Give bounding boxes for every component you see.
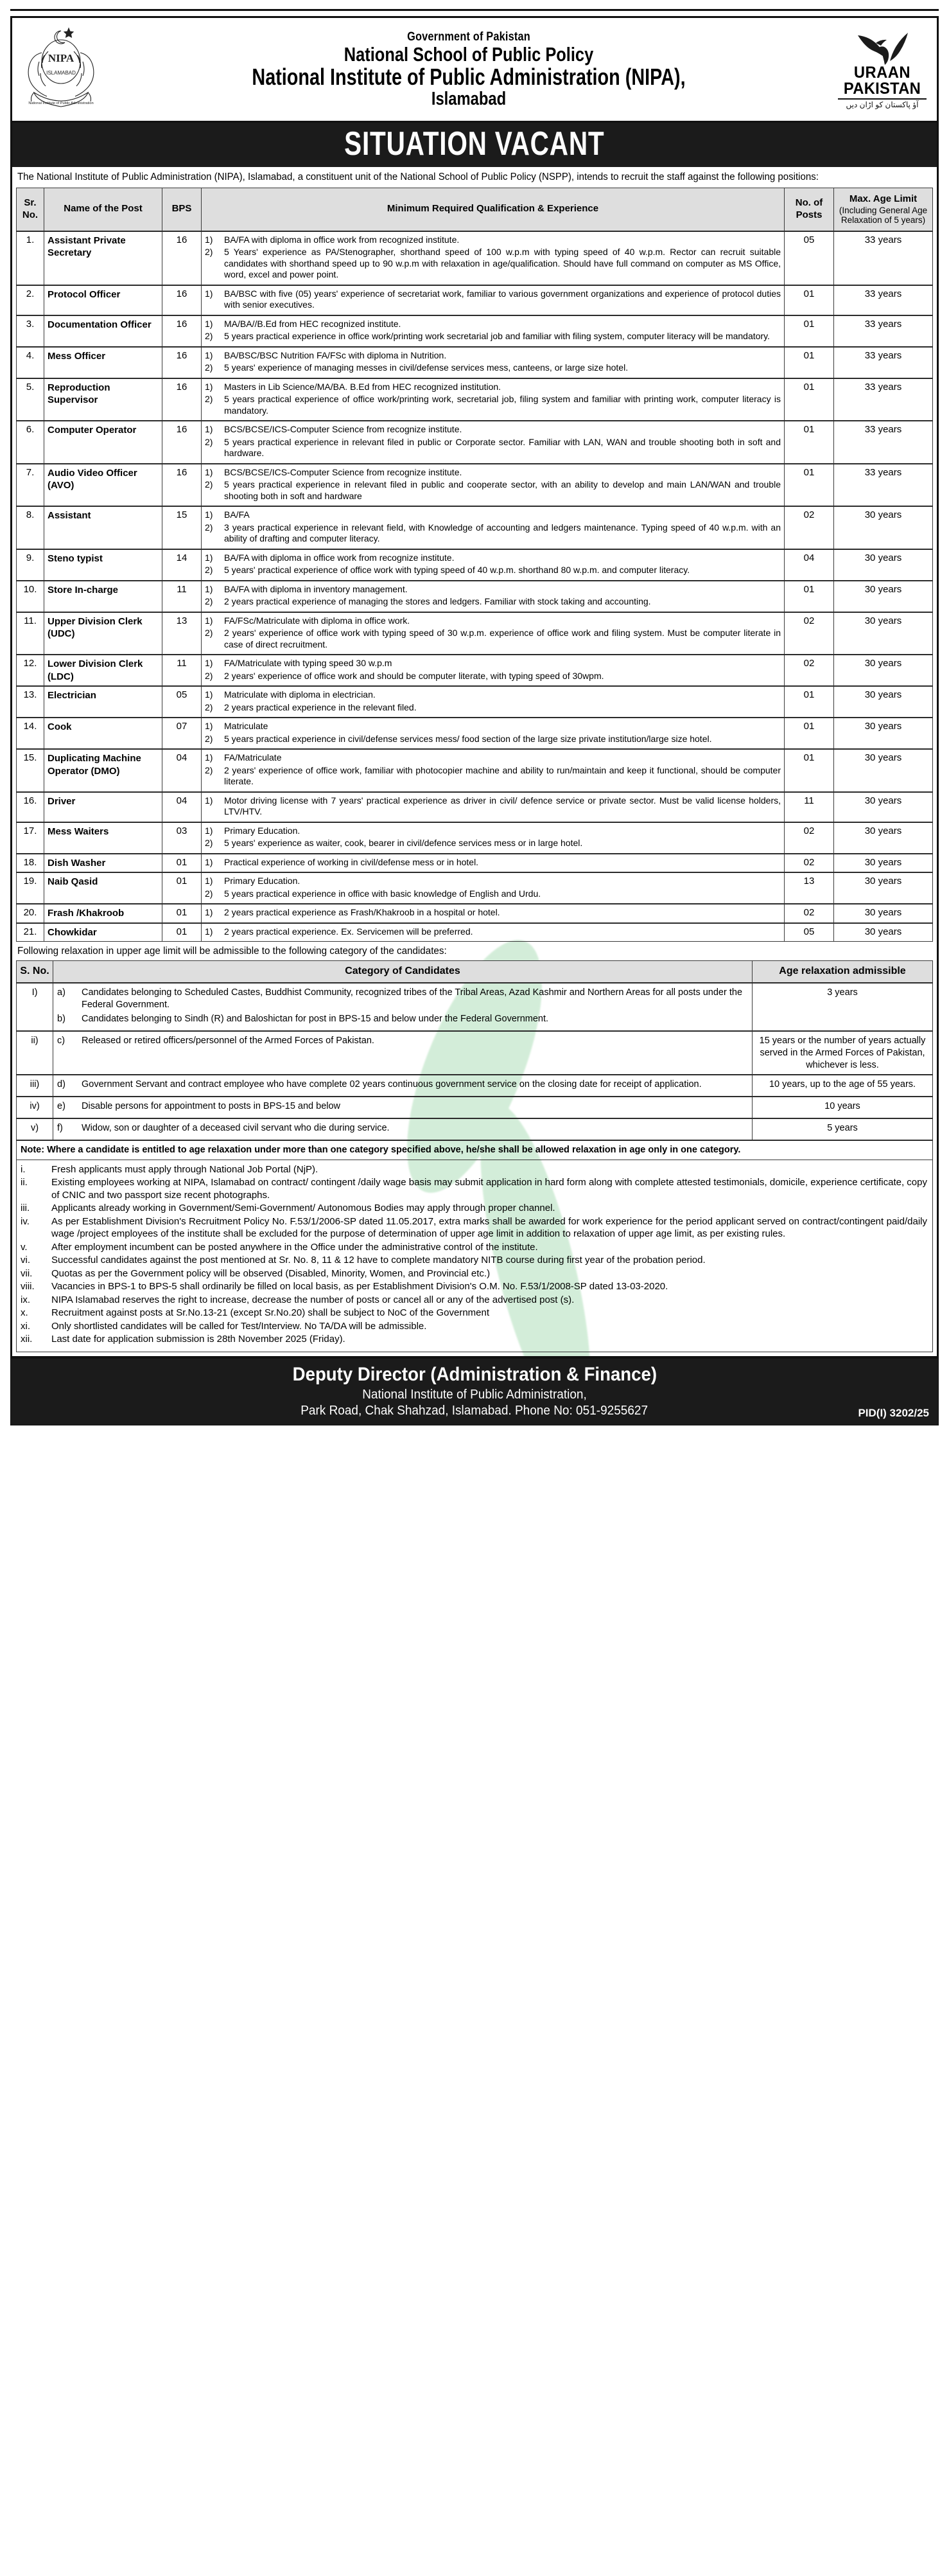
- col-bps: BPS: [162, 188, 202, 231]
- cell-qualification: [202, 581, 785, 612]
- cell-bps: 01: [162, 904, 202, 923]
- cell-qualification: [202, 347, 785, 378]
- cell-bps: 16: [162, 231, 202, 285]
- cell-no-of-posts: 04: [785, 549, 834, 581]
- table-row: [17, 686, 933, 718]
- table-row: [17, 904, 933, 923]
- cell-no-of-posts: 02: [785, 506, 834, 549]
- cell-bps: 03: [162, 822, 202, 854]
- qualification-item: 1) BA/BSC/BSC Nutrition FA/FSc with diploma in Nutrition.: [205, 349, 447, 360]
- eagle-icon: [834, 31, 930, 65]
- cell-post-name: Reproduction Supervisor: [44, 378, 162, 421]
- cell-bps: 16: [162, 347, 202, 378]
- condition-item: ii. Existing employees working at NIPA, Islamabad on contract/ contingent /daily wage basis may submit application in hard form along with complete attested testimonials, domicile, experience certificate, copy of CNIC and two passport size recent photographs.: [21, 1177, 927, 1201]
- condition-item: x. Recruitment against posts at Sr.No.13-21 (except Sr.No.20) shall be subject to NoC of the Government: [21, 1307, 490, 1319]
- cell-max-age: 33 years: [834, 347, 933, 378]
- cell-qualification: [202, 792, 785, 822]
- relax-category-item: c) Released or retired officers/personnel of the Armed Forces of Pakistan.: [57, 1035, 374, 1046]
- cell-max-age: 30 years: [834, 923, 933, 942]
- cell-max-age: 33 years: [834, 464, 933, 507]
- col-relax-sno: S. No.: [17, 961, 53, 983]
- qualification-item: 1) Practical experience of working in civil/defense mess or in hotel.: [205, 856, 479, 867]
- qualification-item: 1) BA/FA with diploma in office work from recognized institute.: [205, 234, 460, 245]
- cell-bps: 07: [162, 718, 202, 749]
- qualification-item: 1) Masters in Lib Science/MA/BA. B.Ed from HEC recognized institution.: [205, 381, 501, 392]
- cell-max-age: 30 years: [834, 506, 933, 549]
- cell-bps: 16: [162, 464, 202, 507]
- cell-qualification: [202, 686, 785, 718]
- cell-sr-no: 21.: [17, 923, 44, 942]
- condition-item: vi. Successful candidates against the post mentioned at Sr. No. 8, 11 & 12 have to complete mandatory NITB course during first year of the probation period.: [21, 1255, 706, 1266]
- relax-category-item: d) Government Servant and contract employee who have complete 02 years continuous government service on the closing date for receipt of application.: [57, 1079, 702, 1090]
- cell-max-age: 30 years: [834, 854, 933, 873]
- cell-no-of-posts: 01: [785, 686, 834, 718]
- table-row: [17, 792, 933, 822]
- cell-post-name: Cook: [44, 718, 162, 749]
- qualification-item: 2) 5 Years' experience as PA/Stenographer, shorthand speed of 100 w.p.m with typing speed of 40 w.p.m. Rector can recruit suitable candidates with shorthand speed up to 90 w.p.m with relaxation in age/qualification. Should have full command on computer as MS Office, word, excel and power point.: [205, 247, 781, 280]
- cell-bps: 05: [162, 686, 202, 718]
- cell-no-of-posts: 01: [785, 315, 834, 347]
- cell-qualification: [202, 285, 785, 315]
- cell-relax-sno: iii): [17, 1075, 53, 1097]
- cell-sr-no: 9.: [17, 549, 44, 581]
- cell-no-of-posts: 01: [785, 378, 834, 421]
- cell-sr-no: 13.: [17, 686, 44, 718]
- uraan-line-2: PAKISTAN: [843, 80, 921, 98]
- cell-relax-category: [53, 1118, 753, 1140]
- cell-no-of-posts: 02: [785, 655, 834, 686]
- table-row: [17, 854, 933, 873]
- cell-no-of-posts: 02: [785, 822, 834, 854]
- qualification-item: 2) 5 years practical experience in relevant filed in public and cooperate sector, with an ability to develop and main LAN/WAN and trouble shooting both in soft and hardware: [205, 479, 781, 501]
- cell-sr-no: 2.: [17, 285, 44, 315]
- cell-qualification: [202, 854, 785, 873]
- condition-item: iii. Applicants already working in Government/Semi-Government/ Autonomous Bodies may apply through proper channel.: [21, 1203, 555, 1214]
- relax-category-item: e) Disable persons for appointment to posts in BPS-15 and below: [57, 1101, 341, 1112]
- table-row: [17, 231, 933, 285]
- qualification-item: 1) Matriculate with diploma in electrician.: [205, 689, 376, 700]
- cell-no-of-posts: 01: [785, 421, 834, 464]
- pakistan-crest-icon: [19, 22, 103, 118]
- cell-bps: 14: [162, 549, 202, 581]
- cell-no-of-posts: 02: [785, 904, 834, 923]
- qualification-item: 1) Motor driving license with 7 years' practical experience as driver in civil/ defence service or private sector. Must be valid license holders, LTV/HTV.: [205, 795, 781, 817]
- qualification-item: 1) FA/Matriculate: [205, 752, 282, 763]
- qualification-item: 2) 3 years practical experience in relevant field, with Knowledge of accounting and ledgers maintenance. Typing speed of 40 w.p.m. with an ability of drafting and computer literacy.: [205, 522, 781, 544]
- footer-block: [10, 1358, 939, 1425]
- cell-no-of-posts: 13: [785, 872, 834, 904]
- cell-relax-sno: I): [17, 983, 53, 1031]
- cell-relax-sno: iv): [17, 1097, 53, 1118]
- cell-post-name: Electrician: [44, 686, 162, 718]
- cell-sr-no: 17.: [17, 822, 44, 854]
- qualification-item: 2) 5 years' experience of managing messes in civil/defense services mess, canteens, or large size hotel.: [205, 362, 629, 373]
- table-row: [17, 581, 933, 612]
- cell-bps: 15: [162, 506, 202, 549]
- qualification-item: 1) BA/FA: [205, 509, 250, 520]
- col-sr-no: Sr. No.: [17, 188, 44, 231]
- positions-table: [16, 188, 933, 942]
- cell-post-name: Driver: [44, 792, 162, 822]
- qualification-item: 1) BA/BSC with five (05) years' experience of secretariat work, familiar to various government organizations and experience of protocol duties with senior executives.: [205, 288, 781, 310]
- relaxation-note-row: [17, 1140, 933, 1160]
- cell-post-name: Mess Waiters: [44, 822, 162, 854]
- table-row: [17, 549, 933, 581]
- qualification-item: 2) 5 years' practical experience of office work with typing speed of 40 w.p.m. shorthand 80 w.p.m. and computer literacy.: [205, 565, 690, 576]
- cell-max-age: 30 years: [834, 686, 933, 718]
- cell-no-of-posts: 01: [785, 347, 834, 378]
- qualification-item: 2) 2 years practical experience in the relevant filed.: [205, 701, 417, 712]
- qualification-item: 2) 2 years' experience of office work and should be computer literate, with typing speed of 30wpm.: [205, 670, 604, 681]
- cell-qualification: [202, 378, 785, 421]
- table-row: [17, 749, 933, 792]
- cell-qualification: [202, 464, 785, 507]
- cell-qualification: [202, 655, 785, 686]
- table-row: [17, 923, 933, 942]
- table-row: [17, 655, 933, 686]
- qualification-item: 1) BCS/BCSE/ICS-Computer Science from recognize institute.: [205, 424, 462, 435]
- cell-sr-no: 10.: [17, 581, 44, 612]
- col-qualification: Minimum Required Qualification & Experience: [202, 188, 785, 231]
- cell-sr-no: 19.: [17, 872, 44, 904]
- conditions-list: [16, 1160, 933, 1352]
- cell-bps: 04: [162, 749, 202, 792]
- table-row: [17, 421, 933, 464]
- cell-no-of-posts: 02: [785, 612, 834, 655]
- cell-max-age: 30 years: [834, 792, 933, 822]
- condition-item: iv. As per Establishment Division's Recruitment Policy No. F.53/1/2006-SP dated 11.05.2017, extra marks shall be awarded for work experience for the period applicant served on contract/contingent paid/daily wage /project employees of the institute shall be excluded for the purpose of determination of upper age limit in addition to relaxation of upper age limit, as per existing rules.: [21, 1215, 927, 1240]
- cell-bps: 11: [162, 655, 202, 686]
- table-row: [17, 378, 933, 421]
- cell-no-of-posts: 01: [785, 581, 834, 612]
- cell-qualification: [202, 612, 785, 655]
- footer-organization: National Institute of Public Administration,: [362, 1387, 587, 1402]
- cell-post-name: Documentation Officer: [44, 315, 162, 347]
- cell-qualification: [202, 549, 785, 581]
- cell-no-of-posts: 05: [785, 231, 834, 285]
- qualification-item: 1) 2 years practical experience as Frash/Khakroob in a hospital or hotel.: [205, 907, 500, 918]
- table-row: [17, 315, 933, 347]
- cell-qualification: [202, 923, 785, 942]
- qualification-item: 1) Primary Education.: [205, 825, 300, 836]
- cell-sr-no: 8.: [17, 506, 44, 549]
- cell-sr-no: 7.: [17, 464, 44, 507]
- intro-paragraph: The National Institute of Public Administration (NIPA), Islamabad, a constituent unit of the National School of Public Policy (NSPP), intends to recruit the staff against the following positions:: [17, 172, 819, 182]
- cell-sr-no: 5.: [17, 378, 44, 421]
- cell-no-of-posts: 05: [785, 923, 834, 942]
- cell-post-name: Protocol Officer: [44, 285, 162, 315]
- col-max-age-limit: [834, 188, 933, 231]
- cell-max-age: 33 years: [834, 285, 933, 315]
- cell-max-age: 30 years: [834, 822, 933, 854]
- cell-relax-sno: v): [17, 1118, 53, 1140]
- condition-item: viii. Vacancies in BPS-1 to BPS-5 shall ordinarily be filled on local basis, as per Establishment Division's O.M. No. F.53/1/2008-SP dated 13-03-2020.: [21, 1281, 668, 1292]
- cell-qualification: [202, 904, 785, 923]
- relaxation-row: [17, 1031, 933, 1075]
- crest-monogram: NIPA: [48, 52, 74, 64]
- cell-sr-no: 20.: [17, 904, 44, 923]
- relaxation-note: Note: Where a candidate is entitled to age relaxation under more than one category specified above, he/she shall be allowed relaxation in age only in one category.: [17, 1140, 933, 1160]
- cell-bps: 01: [162, 872, 202, 904]
- cell-post-name: Frash /Khakroob: [44, 904, 162, 923]
- col-post-name: Name of the Post: [44, 188, 162, 231]
- table-row: [17, 822, 933, 854]
- condition-item: vii. Quotas as per the Government policy will be observed (Disabled, Minority, Women, and Provincial etc.): [21, 1267, 491, 1279]
- qualification-item: 1) BCS/BCSE/ICS-Computer Science from recognize institute.: [205, 466, 462, 477]
- banner-text: SITUATION VACANT: [344, 125, 605, 163]
- cell-max-age: 33 years: [834, 231, 933, 285]
- cell-sr-no: 4.: [17, 347, 44, 378]
- cell-sr-no: 15.: [17, 749, 44, 792]
- cell-relax-category: [53, 1075, 753, 1097]
- masthead: [10, 16, 939, 123]
- qualification-item: 1) FA/FSc/Matriculate with diploma in office work.: [205, 615, 410, 626]
- cell-sr-no: 3.: [17, 315, 44, 347]
- qualification-item: 1) BA/FA with diploma in office work from recognize institute.: [205, 552, 455, 563]
- age-relaxation-table: [16, 960, 933, 1160]
- cell-qualification: [202, 506, 785, 549]
- cell-qualification: [202, 421, 785, 464]
- cell-bps: 01: [162, 854, 202, 873]
- content-frame: [10, 167, 939, 1358]
- table-header-row: [17, 188, 933, 231]
- cell-relax-category: [53, 1031, 753, 1075]
- cell-max-age: 30 years: [834, 581, 933, 612]
- cell-max-age: 30 years: [834, 612, 933, 655]
- cell-bps: 04: [162, 792, 202, 822]
- relaxation-table-body: [17, 983, 933, 1160]
- pid-number: PID(I) 3202/25: [858, 1406, 929, 1419]
- city-line: Islamabad: [431, 89, 507, 110]
- cell-bps: 16: [162, 285, 202, 315]
- qualification-item: 2) 5 years practical experience in office with basic knowledge of English and Urdu.: [205, 888, 541, 899]
- table-row: [17, 872, 933, 904]
- crest-city: ISLAMABAD: [46, 70, 76, 76]
- col-age-main: Max. Age Limit: [849, 193, 918, 204]
- cell-max-age: 30 years: [834, 904, 933, 923]
- cell-post-name: Audio Video Officer (AVO): [44, 464, 162, 507]
- cell-post-name: Duplicating Machine Operator (DMO): [44, 749, 162, 792]
- qualification-item: 2) 5 years practical experience of office work/printing work, secretarial job, filing system and familiar with printing work, computer literacy is mandatory.: [205, 394, 781, 416]
- crest-ribbon-text: National Institute of Public Administration: [28, 101, 94, 105]
- condition-item: ix. NIPA Islamabad reserves the right to increase, decrease the number of posts or cancel all or any of the advertised post (s).: [21, 1294, 575, 1305]
- qualification-item: 1) Matriculate: [205, 721, 268, 732]
- cell-no-of-posts: 11: [785, 792, 834, 822]
- table-row: [17, 285, 933, 315]
- col-age-sub: (Including General Age Relaxation of 5 years): [839, 205, 928, 225]
- uraan-urdu-tagline: آؤ پاکستان کو اڑان دیں: [846, 100, 919, 109]
- relaxation-header-row: [17, 961, 933, 983]
- nipa-line: National Institute of Public Administration (NIPA),: [252, 64, 686, 91]
- table-row: [17, 718, 933, 749]
- uraan-divider: [838, 98, 927, 100]
- top-rule: [10, 9, 939, 11]
- cell-max-age: 33 years: [834, 378, 933, 421]
- cell-post-name: Computer Operator: [44, 421, 162, 464]
- cell-bps: 16: [162, 378, 202, 421]
- cell-post-name: Upper Division Clerk (UDC): [44, 612, 162, 655]
- cell-relax-age: 3 years: [753, 983, 933, 1031]
- cell-relax-category: [53, 1097, 753, 1118]
- qualification-item: 2) 5 years practical experience in office work/printing work secretarial job and familiar with filing system, computer literacy will be mandatory.: [205, 331, 770, 342]
- cell-sr-no: 1.: [17, 231, 44, 285]
- cell-post-name: Steno typist: [44, 549, 162, 581]
- cell-sr-no: 16.: [17, 792, 44, 822]
- qualification-item: 1) BA/FA with diploma in inventory management.: [205, 583, 408, 594]
- cell-no-of-posts: 01: [785, 285, 834, 315]
- relaxation-row: [17, 1075, 933, 1097]
- cell-bps: 01: [162, 923, 202, 942]
- table-row: [17, 464, 933, 507]
- cell-post-name: Assistant: [44, 506, 162, 549]
- cell-no-of-posts: 01: [785, 749, 834, 792]
- relax-category-item: f) Widow, son or daughter of a deceased civil servant who die during service.: [57, 1123, 390, 1134]
- nspp-line: National School of Public Policy: [344, 42, 594, 66]
- relax-category-item: a) Candidates belonging to Scheduled Castes, Buddhist Community, recognized tribes of the Tribal Areas, Azad Kashmir and Northern Areas for all posts under the Federal Government.: [57, 987, 743, 1010]
- cell-max-age: 33 years: [834, 421, 933, 464]
- cell-post-name: Chowkidar: [44, 923, 162, 942]
- cell-max-age: 33 years: [834, 315, 933, 347]
- cell-sr-no: 18.: [17, 854, 44, 873]
- masthead-titles: [103, 31, 834, 109]
- condition-item: xii. Last date for application submission is 28th November 2025 (Friday).: [21, 1334, 345, 1345]
- table-row: [17, 612, 933, 655]
- cell-qualification: [202, 231, 785, 285]
- cell-max-age: 30 years: [834, 718, 933, 749]
- uraan-line-1: URAAN: [853, 64, 911, 82]
- qualification-item: 2) 2 years' experience of office work with typing speed of 30 w.p.m. experience of office work and filing system. Must be computer literate in case of direct recruitment.: [205, 628, 781, 649]
- cell-relax-age: 5 years: [753, 1118, 933, 1140]
- cell-max-age: 30 years: [834, 549, 933, 581]
- cell-qualification: [202, 872, 785, 904]
- cell-relax-age: 15 years or the number of years actually served in the Armed Forces of Pakistan, whichever is less.: [753, 1031, 933, 1075]
- relaxation-intro: Following relaxation in upper age limit will be admissible to the following category of the candidates:: [17, 946, 447, 957]
- cell-post-name: Naib Qasid: [44, 872, 162, 904]
- condition-item: xi. Only shortlisted candidates will be called for Test/Interview. No TA/DA will be admissible.: [21, 1320, 427, 1332]
- cell-post-name: Store In-charge: [44, 581, 162, 612]
- col-relax-age: Age relaxation admissible: [753, 961, 933, 983]
- qualification-item: 1) Primary Education.: [205, 876, 300, 887]
- relaxation-row: [17, 1097, 933, 1118]
- qualification-item: 2) 2 years' experience of office work, familiar with photocopier machine and ability to run/maintain and keep it functional, should be computer literate.: [205, 764, 781, 787]
- table-row: [17, 347, 933, 378]
- cell-no-of-posts: 01: [785, 718, 834, 749]
- cell-max-age: 30 years: [834, 749, 933, 792]
- cell-sr-no: 14.: [17, 718, 44, 749]
- cell-relax-age: 10 years: [753, 1097, 933, 1118]
- col-no-of-posts: No. of Posts: [785, 188, 834, 231]
- cell-post-name: Lower Division Clerk (LDC): [44, 655, 162, 686]
- cell-relax-category: [53, 983, 753, 1031]
- uraan-pakistan-logo: [834, 31, 930, 109]
- table-row: [17, 506, 933, 549]
- cell-qualification: [202, 749, 785, 792]
- cell-bps: 16: [162, 421, 202, 464]
- cell-sr-no: 12.: [17, 655, 44, 686]
- footer-address: Park Road, Chak Shahzad, Islamabad. Phone No: 051-9255627: [300, 1403, 649, 1418]
- qualification-item: 1) MA/BA//B.Ed from HEC recognized institute.: [205, 318, 401, 329]
- cell-max-age: 30 years: [834, 655, 933, 686]
- cell-bps: 13: [162, 612, 202, 655]
- cell-post-name: Dish Washer: [44, 854, 162, 873]
- cell-no-of-posts: 02: [785, 854, 834, 873]
- cell-no-of-posts: 01: [785, 464, 834, 507]
- cell-max-age: 30 years: [834, 872, 933, 904]
- footer-designation: Deputy Director (Administration & Finance): [292, 1363, 657, 1385]
- qualification-item: 2) 5 years' experience as waiter, cook, bearer in civil/defence services mess or in large hotel.: [205, 838, 583, 849]
- cell-sr-no: 6.: [17, 421, 44, 464]
- cell-relax-age: 10 years, up to the age of 55 years.: [753, 1075, 933, 1097]
- condition-item: v. After employment incumbent can be posted anywhere in the Office under the administrative control of the institute.: [21, 1241, 538, 1253]
- col-relax-category: Category of Candidates: [53, 961, 753, 983]
- cell-post-name: Mess Officer: [44, 347, 162, 378]
- cell-relax-sno: ii): [17, 1031, 53, 1075]
- cell-bps: 16: [162, 315, 202, 347]
- cell-qualification: [202, 822, 785, 854]
- cell-post-name: Assistant Private Secretary: [44, 231, 162, 285]
- cell-qualification: [202, 718, 785, 749]
- qualification-item: 2) 2 years practical experience of managing the stores and ledgers. Familiar with stock taking and accounting.: [205, 596, 651, 607]
- qualification-item: 1) 2 years practical experience. Ex. Servicemen will be preferred.: [205, 926, 473, 937]
- cell-qualification: [202, 315, 785, 347]
- government-line: Government of Pakistan: [407, 30, 530, 44]
- condition-item: i. Fresh applicants must apply through National Job Portal (NjP).: [21, 1163, 318, 1175]
- qualification-item: 1) FA/Matriculate with typing speed 30 w.p.m: [205, 658, 392, 669]
- relaxation-row: [17, 1118, 933, 1140]
- cell-sr-no: 11.: [17, 612, 44, 655]
- relax-category-item: b) Candidates belonging to Sindh (R) and Baloshictan for post in BPS-15 and below under the Federal Government.: [57, 1013, 549, 1024]
- qualification-item: 2) 5 years practical experience in civil/defense services mess/ food section of the large size private institution/large size hotel.: [205, 733, 712, 744]
- situation-vacant-banner: [10, 123, 939, 167]
- positions-table-body: [17, 231, 933, 942]
- cell-bps: 11: [162, 581, 202, 612]
- qualification-item: 2) 5 years practical experience in relevant filed in public or Corporate sector. Familiar with LAN, WAN and trouble shooting both in soft and hardware.: [205, 436, 781, 459]
- relaxation-row: [17, 983, 933, 1031]
